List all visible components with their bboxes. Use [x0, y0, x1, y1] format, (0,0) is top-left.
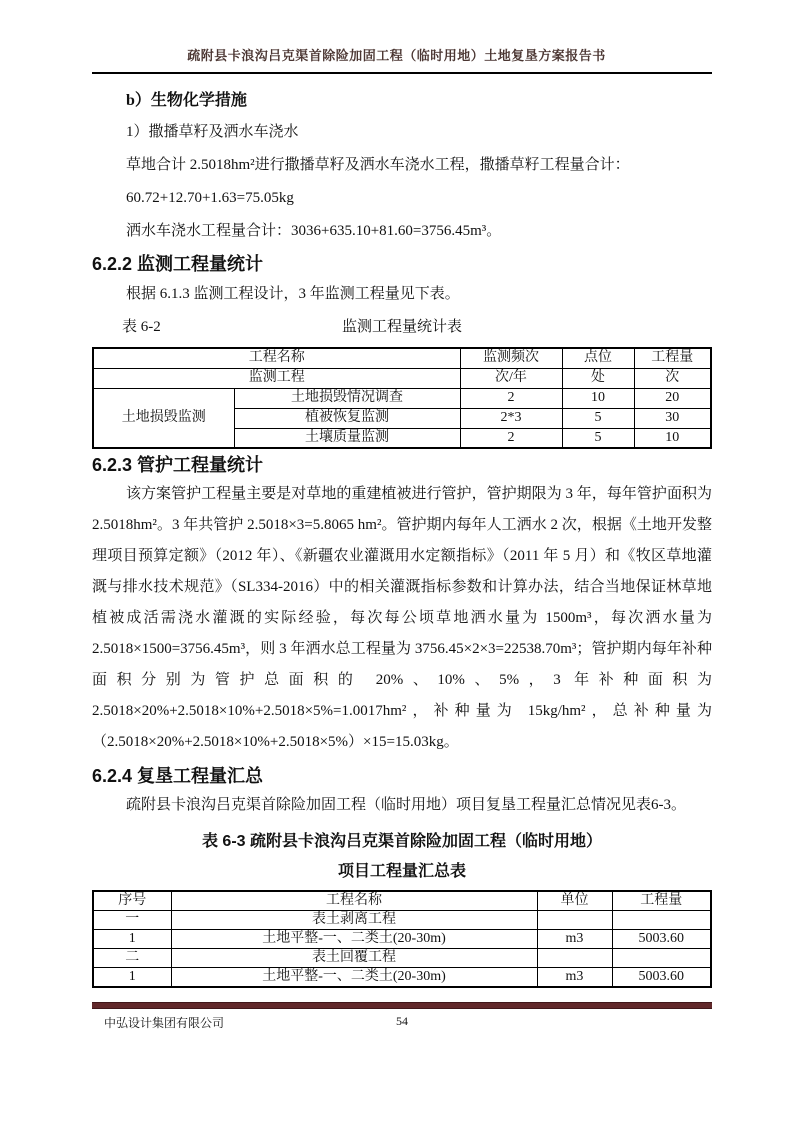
heading-6-2-2: 6.2.2 监测工程量统计: [92, 254, 264, 274]
table-cell: [537, 949, 612, 968]
table-cell: 土地平整-一、二类土(20-30m): [171, 968, 537, 988]
table-row: [93, 348, 711, 368]
header-title: 疏附县卡浪沟吕克渠首除险加固工程（临时用地）土地复垦方案报告书: [187, 48, 606, 63]
table-6-3-caption-line1: 表 6-3 疏附县卡浪沟吕克渠首除险加固工程（临时用地）: [201, 833, 603, 850]
table-cell: 次: [634, 368, 711, 388]
table-cell: [537, 911, 612, 930]
table-cell: 2: [460, 388, 562, 408]
paragraph-seeding-title: 1）撒播草籽及洒水车浇水: [126, 124, 299, 140]
header-rule: [92, 72, 712, 74]
table-cell: 土壤质量监测: [234, 428, 460, 448]
table-row: [93, 911, 711, 930]
page-number: 54: [396, 1014, 408, 1028]
table-cell: 表土剥离工程: [171, 911, 537, 930]
table-cell: [612, 949, 711, 968]
heading-6-2-4: 6.2.4 复垦工程量汇总: [92, 766, 264, 786]
paragraph-maintenance-body: 该方案管护工程量主要是对草地的重建植被进行管护，管护期限为 3 年，每年管护面积为 2.5018hm²。3 年共管护 2.5018×3=5.8065 hm²。管护期内每年人工洒水 2 次，根据《土地开发整理项目预算定额》（2012 年）、《新疆农业灌溉用水定额指标》（2011 年 5 月）和《牧区草地灌溉与排水技术规范》（SL334-2016）中的相关灌溉指标参数和计算办法，结合当地保证林草地植被成活需浇水灌溉的实际经验，每次每公顷草地洒水量为 1500m³，每次洒水量为 2.5018×1500=3756.45m³，则 3 年洒水总工程量为 3756.45×2×3=22538.70m³；管护期内每年补种面积分别为管护总面积的 20%、10%、5%，3 年补种面积为 2.5018×20%+2.5018×10%+2.5018×5%=1.0017hm²，补种量为 15kg/hm²，总补种量为（2.5018×20%+2.5018×10%+2.5018×5%）×15=15.03kg。: [92, 486, 712, 750]
table-header-cell: 工程名称: [93, 348, 460, 368]
table-cell: 30: [634, 408, 711, 428]
table-header-cell: 工程量: [634, 348, 711, 368]
table-header-cell: 监测频次: [460, 348, 562, 368]
table-6-3-caption-line2: 项目工程量汇总表: [337, 863, 466, 880]
table-row: [93, 930, 711, 949]
footer-row: [92, 1014, 712, 1032]
table-cell: 二: [93, 949, 171, 968]
table-row: [93, 949, 711, 968]
paragraph-seed-formula: 60.72+12.70+1.63=75.05kg: [126, 190, 294, 206]
table-cell: [612, 911, 711, 930]
paragraph-watering-total: 洒水车浇水工程量合计：3036+635.10+81.60=3756.45m³。: [126, 223, 502, 239]
table-cell: 土地平整-一、二类土(20-30m): [171, 930, 537, 949]
paragraph-monitoring-intro: 根据 6.1.3 监测工程设计，3 年监测工程量见下表。: [126, 286, 460, 302]
paragraph-grass-area: 草地合计 2.5018hm²进行撒播草籽及洒水车浇水工程，撒播草籽工程量合计：: [126, 157, 630, 173]
table-row: [93, 368, 711, 388]
monitoring-quantity-table: [92, 347, 712, 449]
table-cell: m3: [537, 930, 612, 949]
table-cell: 一: [93, 911, 171, 930]
document-body: [92, 86, 712, 988]
table-cell: 5: [562, 428, 634, 448]
table-cell: 次/年: [460, 368, 562, 388]
table-row: [93, 891, 711, 911]
table-row: [93, 388, 711, 408]
project-quantity-summary-table: [92, 890, 712, 988]
table-cell: 处: [562, 368, 634, 388]
page-header: [0, 0, 793, 74]
heading-biochemical-measures: b）生物化学措施: [126, 92, 247, 109]
table-cell: 5003.60: [612, 930, 711, 949]
table-header-cell: 工程名称: [171, 891, 537, 911]
table-cell: 20: [634, 388, 711, 408]
table-cell: 2: [460, 428, 562, 448]
table-cell: 10: [634, 428, 711, 448]
table-cell: 1: [93, 968, 171, 988]
table-cell: 表土回覆工程: [171, 949, 537, 968]
table-cell: 植被恢复监测: [234, 408, 460, 428]
footer-company-name: 中弘设计集团有限公司: [104, 1016, 225, 1030]
table-header-cell: 序号: [93, 891, 171, 911]
page-footer: [92, 1002, 712, 1032]
table-cell: 2*3: [460, 408, 562, 428]
table-cell: 5: [562, 408, 634, 428]
footer-rule: [92, 1002, 712, 1009]
table-6-2-label: 表 6-2: [122, 319, 161, 335]
table-6-2-title: 监测工程量统计表: [341, 319, 462, 335]
table-header-cell: 单位: [537, 891, 612, 911]
table-cell: 5003.60: [612, 968, 711, 988]
heading-6-2-3: 6.2.3 管护工程量统计: [92, 455, 264, 475]
table-group-cell: 土地损毁监测: [93, 388, 234, 448]
table-cell: 10: [562, 388, 634, 408]
table-cell: 土地损毁情况调查: [234, 388, 460, 408]
paragraph-summary-intro: 疏附县卡浪沟吕克渠首除险加固工程（临时用地）项目复垦工程量汇总情况见表6-3。: [126, 797, 686, 813]
table-cell: 监测工程: [93, 368, 460, 388]
table-cell: 1: [93, 930, 171, 949]
table-row: [93, 968, 711, 988]
table-header-cell: 工程量: [612, 891, 711, 911]
table-6-2-caption: [92, 311, 712, 344]
table-cell: m3: [537, 968, 612, 988]
table-header-cell: 点位: [562, 348, 634, 368]
